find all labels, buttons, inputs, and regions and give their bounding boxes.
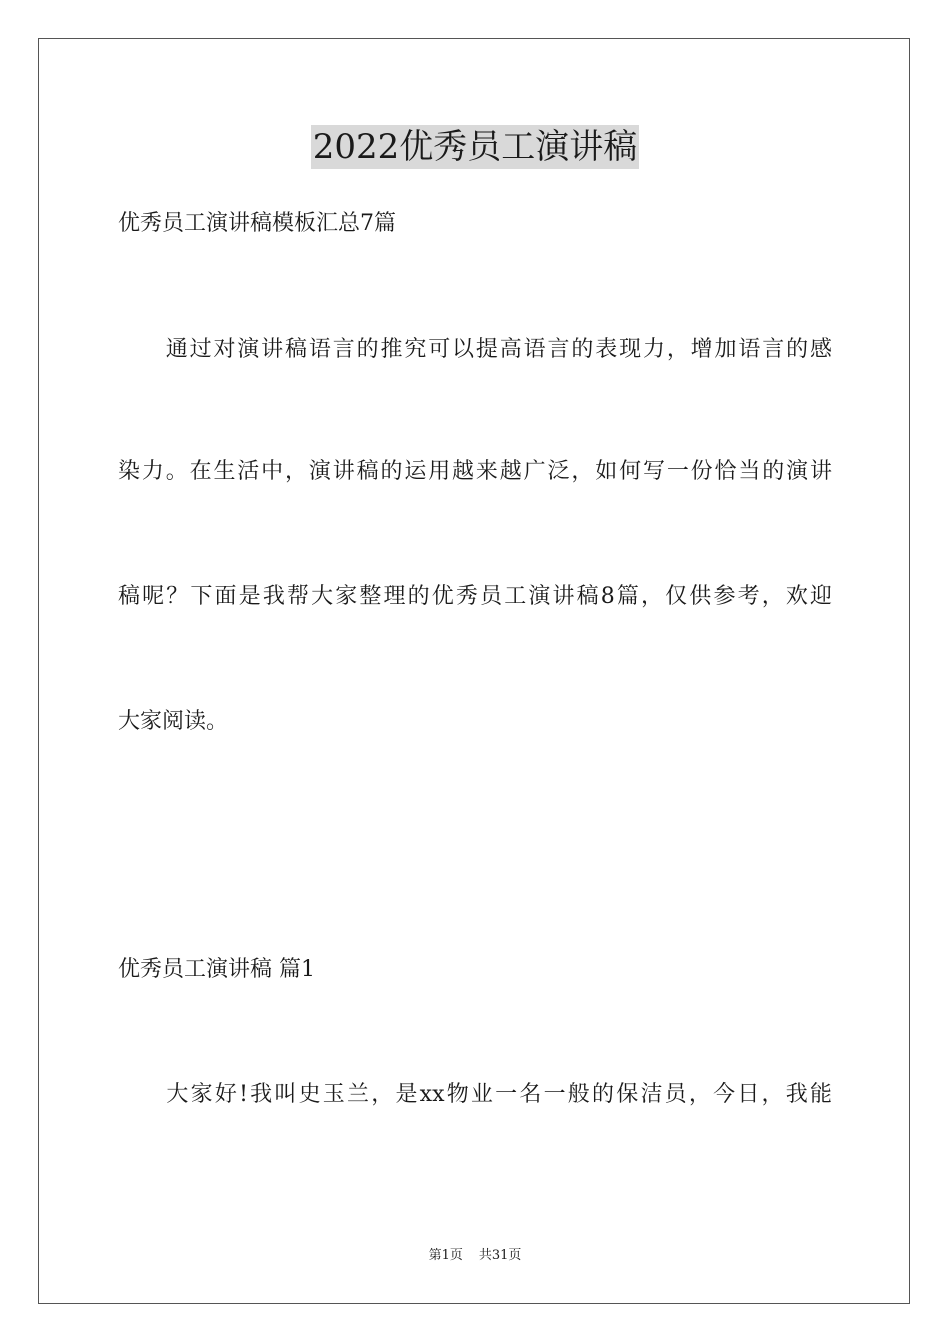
page-footer	[0, 1247, 950, 1265]
intro-line-3: 稿呢？下面是我帮大家整理的优秀员工演讲稿8篇，仅供参考，欢迎	[118, 584, 832, 609]
intro-line-4: 大家阅读。	[118, 709, 229, 734]
title-container	[0, 125, 950, 169]
page-number: 第1页	[428, 1248, 463, 1263]
document-subtitle: 优秀员工演讲稿模板汇总7篇	[118, 211, 396, 236]
intro-line-2: 染力。在生活中，演讲稿的运用越来越广泛，如何写一份恰当的演讲	[118, 459, 832, 484]
section-line-1: 大家好!我叫史玉兰，是xx物业一名一般的保洁员，今日，我能	[118, 1082, 832, 1107]
document-title: 2022优秀员工演讲稿	[312, 127, 638, 167]
section-heading: 优秀员工演讲稿 篇1	[118, 957, 315, 982]
intro-line-1: 通过对演讲稿语言的推究可以提高语言的表现力，增加语言的感	[118, 337, 832, 362]
page-total: 共31页	[478, 1248, 522, 1263]
